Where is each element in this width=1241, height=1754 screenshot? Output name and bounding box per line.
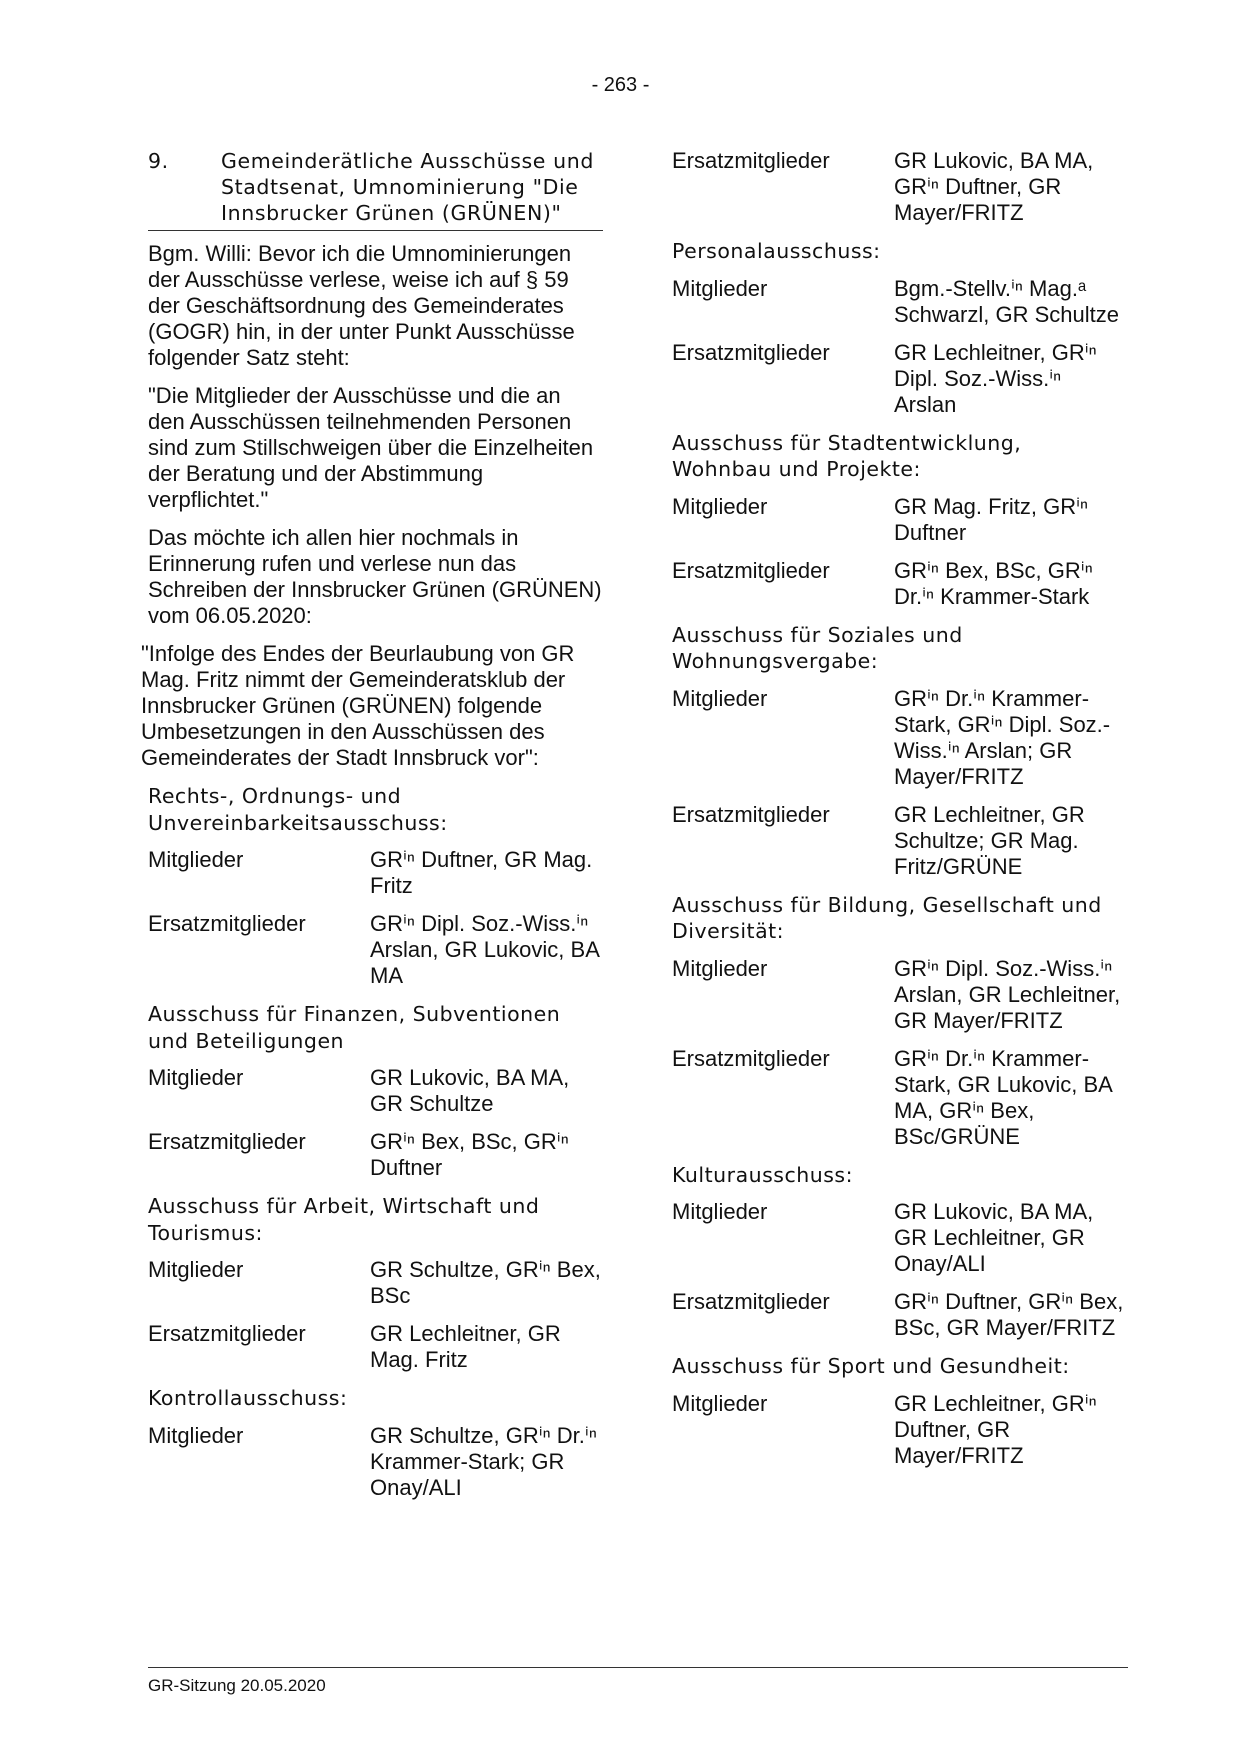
committee-heading: Ausschuss für Bildung, Gesellschaft und Diversität: xyxy=(672,892,1102,943)
row-value: GRⁱⁿ Dipl. Soz.-Wiss.ⁱⁿ Arslan, GR Lechleitner, GR Mayer/FRITZ xyxy=(894,955,1121,1033)
committee-row xyxy=(672,956,1127,1034)
committee-row xyxy=(672,148,1127,226)
committee-heading: Kulturausschuss: xyxy=(672,1162,854,1187)
row-value: GRⁱⁿ Dipl. Soz.-Wiss.ⁱⁿ Arslan, GR Lukovic, BA MA xyxy=(370,911,599,988)
row-label: Ersatzmitglieder xyxy=(672,801,830,827)
row-label: Ersatzmitglieder xyxy=(672,1045,830,1071)
row-label: Ersatzmitglieder xyxy=(148,1129,306,1154)
committee-row xyxy=(672,1391,1127,1469)
row-value: GR Mag. Fritz, GRⁱⁿ Duftner xyxy=(894,493,1089,545)
row-label: Ersatzmitglieder xyxy=(672,148,830,173)
page-number: - 263 - xyxy=(591,74,650,96)
committee-heading: Personalausschuss: xyxy=(672,239,881,263)
row-value: GRⁱⁿ Duftner, GR Mag. Fritz xyxy=(370,847,593,898)
committee-heading: Rechts-, Ordnungs- und Unvereinbarkeitsausschuss: xyxy=(148,784,448,835)
row-value: GR Lechleitner, GR Schultze; GR Mag. Fritz/GRÜNE xyxy=(894,801,1085,879)
paragraph: Das möchte ich allen hier nochmals in Erinnerung rufen und verlese nun das Schreiben der Innsbrucker Grünen (GRÜNEN) vom 06.05.2020: xyxy=(148,525,602,628)
committee-row xyxy=(148,1321,603,1373)
row-value: GRⁱⁿ Bex, BSc, GRⁱⁿ Duftner xyxy=(370,1129,569,1180)
agenda-number: 9. xyxy=(148,149,169,173)
row-label: Mitglieder xyxy=(148,1422,244,1448)
row-value: GR Lechleitner, GR Mag. Fritz xyxy=(370,1321,561,1372)
row-label: Mitglieder xyxy=(148,1257,244,1282)
row-label: Mitglieder xyxy=(148,847,244,872)
committee-heading: Ausschuss für Soziales und Wohnungsvergabe: xyxy=(672,622,963,673)
committee-row xyxy=(672,340,1127,418)
row-label: Ersatzmitglieder xyxy=(148,911,306,936)
committee-heading: Ausschuss für Stadtentwicklung, Wohnbau und Projekte: xyxy=(672,430,1022,481)
committee-heading: Ausschuss für Sport und Gesundheit: xyxy=(672,1354,1070,1378)
row-label: Ersatzmitglieder xyxy=(672,557,830,583)
row-value: Bgm.-Stellv.ⁱⁿ Mag.ᵃ Schwarzl, GR Schultze xyxy=(894,275,1119,327)
committee-row xyxy=(672,1289,1127,1341)
committee-row xyxy=(672,1199,1127,1277)
row-value: GR Lechleitner, GRⁱⁿ Dipl. Soz.-Wiss.ⁱⁿ Arslan xyxy=(894,339,1097,417)
row-label: Mitglieder xyxy=(672,1199,768,1224)
row-value: GR Lukovic, BA MA, GR Lechleitner, GR Onay/ALI xyxy=(894,1199,1094,1276)
row-label: Mitglieder xyxy=(148,1065,244,1090)
row-label: Ersatzmitglieder xyxy=(148,1321,306,1346)
row-value: GRⁱⁿ Dr.ⁱⁿ Krammer-Stark, GRⁱⁿ Dipl. Soz.-Wiss.ⁱⁿ Arslan; GR Mayer/FRITZ xyxy=(894,685,1111,789)
committee-row xyxy=(148,911,603,989)
committee-row xyxy=(672,494,1127,546)
row-value: GR Lukovic, BA MA, GRⁱⁿ Duftner, GR Mayer/FRITZ xyxy=(894,148,1094,225)
committee-row xyxy=(148,847,603,899)
committee-heading: Kontrollausschuss: xyxy=(148,1386,348,1410)
committee-row xyxy=(672,276,1127,328)
footer-text: GR-Sitzung 20.05.2020 xyxy=(148,1676,326,1695)
row-label: Ersatzmitglieder xyxy=(672,339,830,365)
row-label: Mitglieder xyxy=(672,955,768,981)
committee-row xyxy=(148,1423,603,1501)
committee-row xyxy=(672,802,1127,880)
paragraph: Bgm. Willi: Bevor ich die Umnominierungen der Ausschüsse verlese, weise ich auf § 59 der Geschäftsordnung des Gemeinderates (GOGR) hin, in der unter Punkt Ausschüsse folgender Satz steht: xyxy=(148,241,575,370)
row-label: Ersatzmitglieder xyxy=(672,1289,830,1314)
committee-row xyxy=(672,686,1127,790)
row-value: GR Lukovic, BA MA, GR Schultze xyxy=(370,1065,570,1116)
row-value: GR Schultze, GRⁱⁿ Dr.ⁱⁿ Krammer-Stark; GR Onay/ALI xyxy=(370,1422,597,1500)
agenda-divider xyxy=(148,230,603,231)
agenda-title: Gemeinderätliche Ausschüsse und Stadtsenat, Umnominierung "Die Innsbrucker Grünen (GRÜNEN)" xyxy=(221,149,594,225)
committee-row xyxy=(672,1046,1127,1150)
row-label: Mitglieder xyxy=(672,493,768,519)
paragraph: "Infolge des Endes der Beurlaubung von GR Mag. Fritz nimmt der Gemeinderatsklub der Innsbrucker Grünen (GRÜNEN) folgende Umbesetzungen in den Ausschüssen des Gemeinderates der Stadt Innsbruck vor": xyxy=(141,641,575,770)
row-label: Mitglieder xyxy=(672,275,768,301)
committee-row xyxy=(148,1129,603,1181)
agenda-item xyxy=(148,148,603,226)
committee-row xyxy=(148,1257,603,1309)
row-value: GR Lechleitner, GRⁱⁿ Duftner, GR Mayer/FRITZ xyxy=(894,1390,1097,1468)
right-column xyxy=(672,148,1127,1481)
row-label: Mitglieder xyxy=(672,1390,768,1416)
paragraph: "Die Mitglieder der Ausschüsse und die an den Ausschüssen teilnehmenden Personen sind zum Stillschweigen über die Einzelheiten der Beratung und der Abstimmung verpflichtet." xyxy=(148,383,594,512)
committee-heading: Ausschuss für Finanzen, Subventionen und Beteiligungen xyxy=(148,1002,561,1053)
row-label: Mitglieder xyxy=(672,685,768,711)
footer-divider xyxy=(148,1667,1128,1668)
row-value: GR Schultze, GRⁱⁿ Bex, BSc xyxy=(370,1257,601,1308)
committee-heading: Ausschuss für Arbeit, Wirtschaft und Tourismus: xyxy=(148,1194,540,1245)
committee-row xyxy=(148,1065,603,1117)
row-value: GRⁱⁿ Bex, BSc, GRⁱⁿ Dr.ⁱⁿ Krammer-Stark xyxy=(894,557,1093,609)
row-value: GRⁱⁿ Duftner, GRⁱⁿ Bex, BSc, GR Mayer/FRITZ xyxy=(894,1289,1124,1340)
committee-row xyxy=(672,558,1127,610)
row-value: GRⁱⁿ Dr.ⁱⁿ Krammer-Stark, GR Lukovic, BA MA, GRⁱⁿ Bex, BSc/GRÜNE xyxy=(894,1045,1112,1149)
left-column xyxy=(141,148,603,1513)
